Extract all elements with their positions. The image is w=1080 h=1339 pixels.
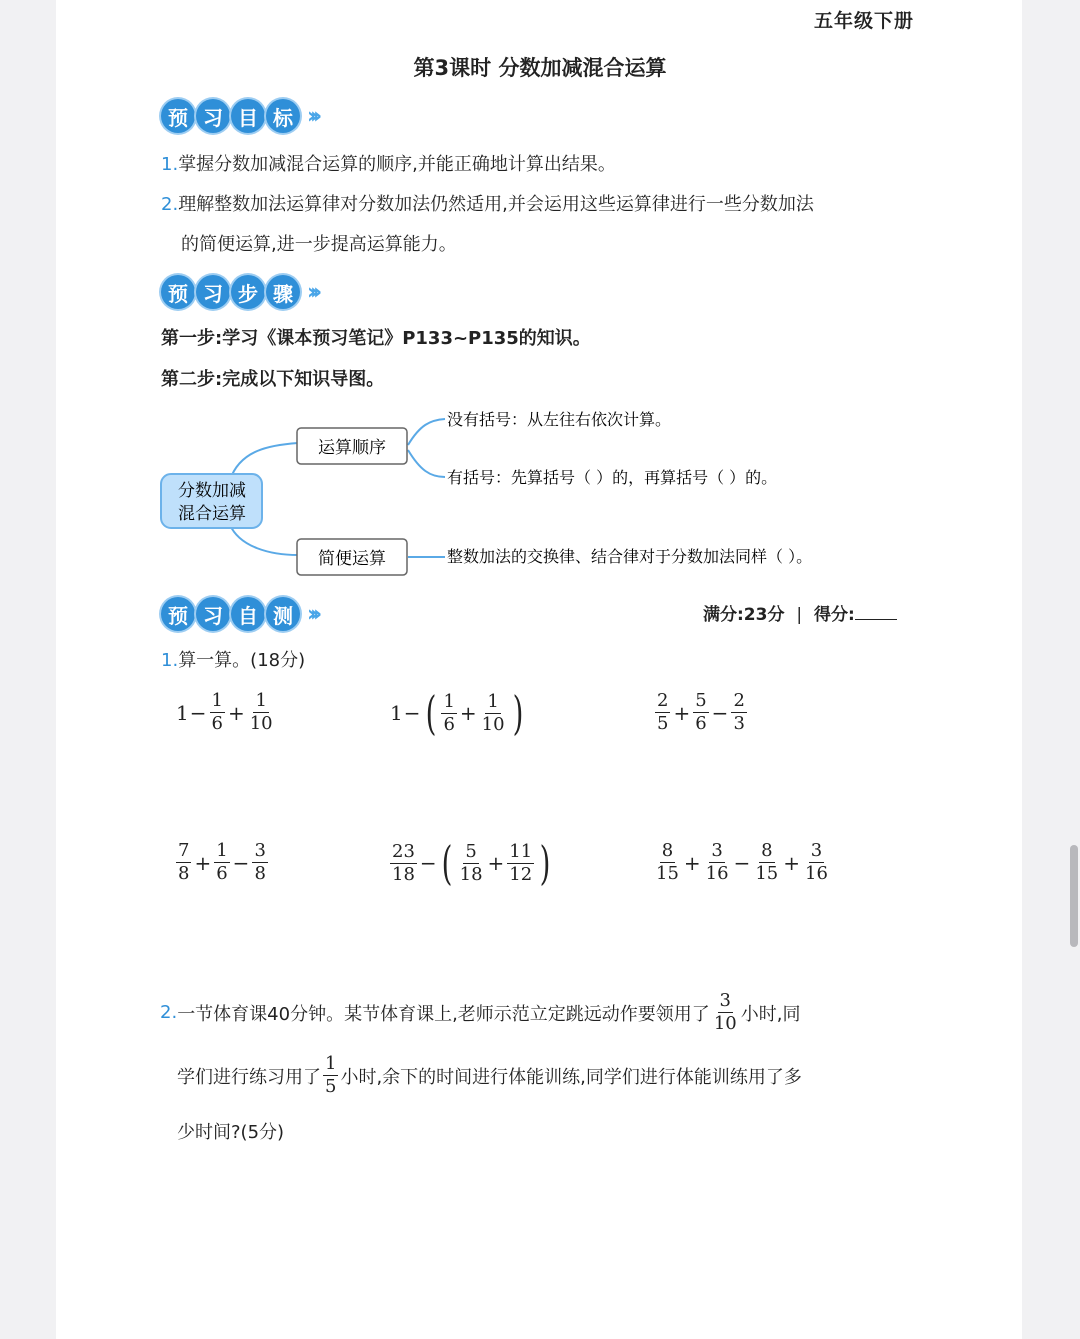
denominator: 8 [178,863,190,884]
q2-text: 少时间?(5分) [177,1122,285,1143]
chevrons-icon: ››› [307,601,317,627]
goal-text: 的简便运算,进一步提高运算能力。 [181,234,457,255]
fraction [480,691,507,736]
q2-line-2 [177,1053,802,1098]
denominator: 6 [216,863,228,884]
map-link [408,419,445,445]
q1-label [161,648,305,674]
plus-sign: + [487,851,505,875]
full-score: 满分:23分 [703,605,785,625]
denominator: 5 [657,713,669,734]
right-paren: ) [539,836,551,890]
expression-2 [390,686,527,740]
numerator: 1 [487,690,499,712]
fraction [712,990,739,1035]
section-badge-test [161,595,316,633]
numerator: 2 [733,690,745,711]
fraction [693,690,708,735]
q2-line-3 [177,1118,284,1144]
q2-text: 小时,同 [740,1003,801,1025]
denominator: 18 [459,863,483,885]
fraction [753,840,780,885]
fraction [507,841,534,886]
map-leaf-parens: 有括号：先算括号（ ）的，再算括号（ ）的。 [447,468,778,487]
numerator: 1 [255,690,267,711]
minus-sign: − [232,850,250,875]
denominator: 16 [805,863,828,884]
badge-char: 标 [266,99,300,133]
q2-number: 2. [160,1002,178,1023]
scrollbar-thumb[interactable] [1070,845,1078,947]
denominator: 10 [713,1013,737,1034]
minus-sign: − [189,700,207,725]
step-two: 第二步:完成以下知识导图。 [161,369,385,390]
denominator: 15 [755,863,779,884]
denominator: 3 [733,713,745,734]
plus-sign: + [459,701,477,725]
expression-3 [653,690,749,735]
fraction [731,690,746,735]
chevrons-icon: ››› [307,279,317,305]
fraction [252,840,267,885]
goal-item [161,152,616,178]
map-branch-order: 运算顺序 [318,438,386,458]
goal-number: 1. [161,154,179,175]
badge-char: 自 [231,597,265,631]
denominator: 6 [443,713,455,735]
score-got-label: 得分: [814,605,855,625]
step-one: 第一步:学习《课本预习笔记》P133~P135的知识。 [161,328,591,349]
denominator: 12 [509,863,533,885]
numerator: 3 [810,840,823,861]
numerator: 11 [509,840,533,862]
minus-sign: − [733,850,751,875]
numerator: 3 [711,840,723,861]
q1-text: 算一算。(18分) [178,650,306,671]
numerator: 8 [761,840,773,861]
map-link [230,525,298,555]
fraction [654,840,681,885]
numerator: 1 [325,1053,337,1074]
badge-char: 目 [231,99,265,133]
denominator: 10 [481,713,505,735]
badge-char: 习 [196,597,230,631]
denominator: 6 [211,713,223,734]
minus-sign: − [419,851,437,875]
denominator: 10 [249,713,273,734]
badge-char: 预 [161,597,195,631]
expression-5 [388,836,554,890]
lesson-title: 第3课时 分数加减混合运算 [413,56,667,80]
numerator: 5 [695,690,707,711]
map-branch-simple: 简便运算 [318,549,386,569]
fraction [803,840,830,885]
denominator: 8 [254,863,266,884]
map-root-line1: 分数加减 [178,481,246,501]
plus-sign: + [783,850,801,875]
q2-text: 学们进行练习用了 [177,1066,321,1088]
numerator: 5 [465,840,477,862]
map-link [408,450,445,477]
mind-map [0,395,1080,595]
q2-text: 一节体育课40分钟。某节体育课上,老师示范立定跳远动作要领用了 [177,1003,710,1025]
denominator: 18 [392,863,415,885]
grade-label: 五年级下册 [813,10,914,32]
chevrons-icon: ››› [307,103,317,129]
badge-char: 习 [196,99,230,133]
numerator: 23 [392,840,415,862]
fraction [323,1053,338,1098]
fraction [248,690,275,735]
q2-line-1 [160,990,800,1035]
goal-number: 2. [161,194,179,215]
right-paren: ) [512,686,523,740]
plus-sign: + [683,850,701,875]
fraction [176,840,191,885]
goal-text: 掌握分数加减混合运算的顺序,并能正确地计算出结果。 [178,154,616,175]
map-leaf-laws: 整数加法的交换律、结合律对于分数加法同样（ ）。 [447,547,813,566]
minus-sign: − [403,701,421,725]
numerator: 1 [443,690,455,712]
whole-number: 1 [176,700,189,725]
expression-1 [176,690,277,735]
plus-sign: + [227,700,245,725]
score-box [703,600,897,625]
section-badge-steps [161,273,316,311]
fraction [210,690,225,735]
goal-item [161,192,814,218]
numerator: 3 [254,840,266,861]
denominator: 5 [325,1076,337,1097]
fraction [704,840,731,885]
numerator: 8 [661,840,674,861]
badge-char: 习 [196,275,230,309]
denominator: 15 [656,863,679,884]
fraction [458,841,485,886]
q2-text: 小时,余下的时间进行体能训练,同学们进行体能训练用了多 [340,1066,802,1088]
left-paren: ( [441,836,453,890]
fraction [655,690,670,735]
numerator: 1 [216,840,228,861]
left-paren: ( [425,686,436,740]
plus-sign: + [194,850,212,875]
denominator: 16 [705,863,729,884]
numerator: 3 [719,990,731,1011]
score-separator: | [796,605,803,625]
badge-char: 骤 [266,275,300,309]
badge-char: 步 [231,275,265,309]
expression-6 [652,840,832,885]
minus-sign: − [711,700,729,725]
fraction [390,841,417,886]
numerator: 2 [657,690,669,711]
fraction [441,691,456,736]
fraction [214,840,229,885]
section-badge-goals [161,97,316,135]
plus-sign: + [673,700,691,725]
q1-number: 1. [161,650,179,671]
map-leaf-no-parens: 没有括号：从左往右依次计算。 [447,410,672,429]
denominator: 6 [695,713,707,734]
numerator: 1 [211,690,223,711]
goal-text: 理解整数加法运算律对分数加法仍然适用,并会运用这些运算律进行一些分数加法 [178,194,814,215]
badge-char: 预 [161,275,195,309]
numerator: 7 [178,840,190,861]
score-blank[interactable] [855,619,897,620]
expression-4 [174,840,270,885]
goal-item-continued [181,232,457,258]
badge-char: 测 [266,597,300,631]
badge-char: 预 [161,99,195,133]
map-root-line2: 混合运算 [178,504,246,524]
whole-number: 1 [390,701,403,725]
